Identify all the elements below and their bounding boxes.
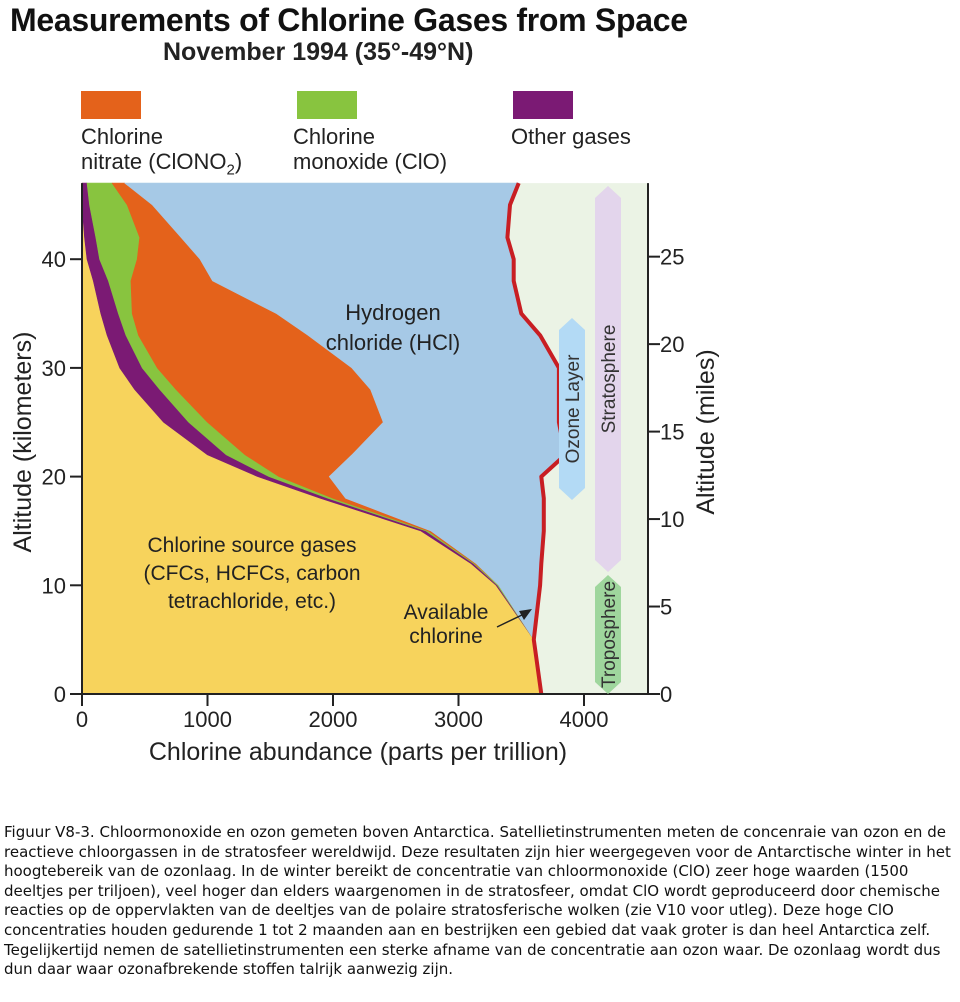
- legend-label-other-gases: Other gases: [511, 124, 631, 149]
- figure-caption: Figuur V8-3. Chloormonoxide en ozon gemeten boven Antarctica. Satellietinstrumenten meten de concenraie van ozon en de reactieve chloorgassen in de stratosfeer wereldwijd. Deze resultaten zijn hier weergegeven voor de Antarctische winter in het hoogtebereik van de ozonlaag. In de winter bereikt de concentratie van chloormonoxide (ClO) zeer hoge waarden (1500 deeltjes per triljoen), veel hoger dan elders waargenomen in de stratosfeer, omdat ClO wordt geproduceerd door chemische reacties op de oppervlakten van de deeltjes van de polaire stratosferische wolken (zie V10 voor utleg). Deze hoge ClO concentraties houden gedurende 1 tot 2 maanden aan en bestrijken een gebied dat vaak groter is dan heel Antarctica zelf. Tegelijkertijd nemen de satellietinstrumenten een sterke afname van de concentratie aan ozon waar. De ozonlaag wordt dus dun daar waar ozonafbrekende stoffen talrijk aanwezig zijn.: [4, 823, 951, 979]
- y-tick-label: 40: [41, 247, 66, 273]
- chart-subtitle: November 1994 (35°-49°N): [163, 38, 474, 66]
- legend-label-chlorine-monoxide: Chlorine monoxide (ClO): [293, 124, 448, 174]
- y-right-tick-label: 15: [660, 419, 685, 445]
- y-axis-title: Altitude (kilometers): [9, 331, 37, 553]
- y-axis-title-right: Altitude (miles): [692, 349, 720, 515]
- y-right-tick-label: 10: [660, 507, 685, 533]
- legend-label-chlorine-nitrate: Chlorine nitrate (ClONO$_2$): [81, 124, 243, 179]
- x-tick-label: 4000: [559, 707, 609, 732]
- x-tick-label: 1000: [183, 707, 232, 732]
- source-gases-label: Chlorine source gases (CFCs, HCFCs, carbon tetrachloride, etc.): [143, 534, 361, 613]
- x-tick-label: 3000: [434, 707, 483, 732]
- hcl-label: Hydrogen chloride (HCl): [325, 300, 461, 355]
- y-tick-label: 10: [41, 573, 66, 599]
- y-right-tick-label: 20: [660, 332, 685, 358]
- x-tick-label: 2000: [308, 707, 358, 732]
- y-right-tick-label: 5: [660, 594, 673, 620]
- troposphere-bar-label: Troposphere: [599, 580, 620, 689]
- stratosphere-bar-label: Stratosphere: [599, 324, 620, 434]
- y-tick-label: 0: [53, 682, 66, 707]
- x-tick-label: 0: [75, 707, 89, 732]
- y-right-tick-label: 0: [660, 682, 673, 707]
- y-right-tick-label: 25: [660, 244, 685, 270]
- available-chlorine-label: Available chlorine: [403, 601, 489, 648]
- chart-title: Measurements of Chlorine Gases from Space: [10, 2, 688, 38]
- ozone-layer-bar-label: Ozone Layer: [563, 354, 584, 464]
- y-tick-label: 20: [41, 464, 66, 490]
- y-tick-label: 30: [41, 355, 66, 381]
- x-axis-title: Chlorine abundance (parts per trillion): [148, 738, 568, 766]
